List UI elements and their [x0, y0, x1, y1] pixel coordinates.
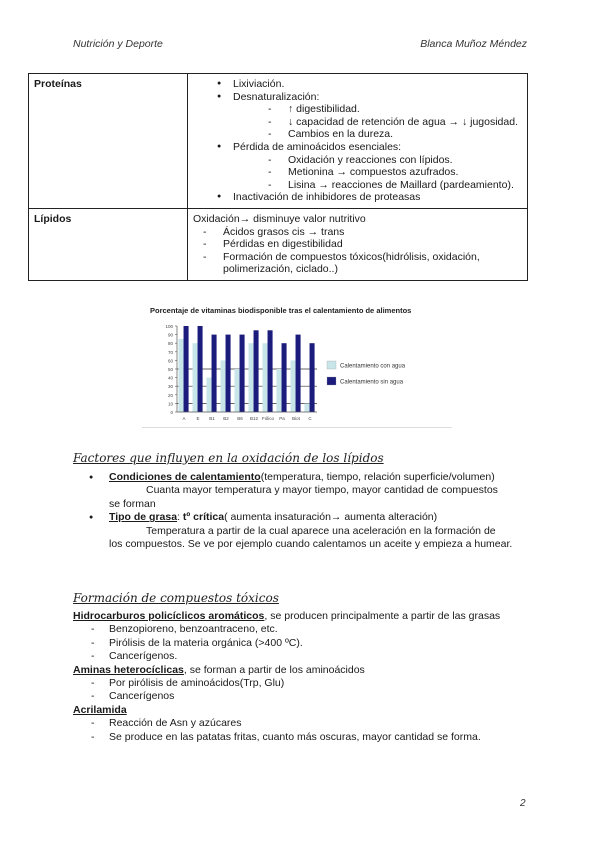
bar [207, 378, 212, 412]
list-item: ● Pérdida de aminoácidos esenciales: - Oxidación y reacciones con lípidos. - Metionina → compuestos azufrados. - Lisina → reacciones de Maillard (pardeamiento). [233, 141, 522, 191]
svg-text:40: 40 [167, 375, 173, 381]
svg-text:60: 60 [167, 358, 173, 364]
svg-text:E: E [196, 416, 200, 421]
svg-text:Pa: Pa [279, 416, 285, 421]
bar [240, 335, 245, 412]
bar [268, 330, 273, 412]
svg-text:Fólico: Fólico [261, 416, 275, 421]
section-title-toxicos: Formación de compuestos tóxicos [73, 591, 279, 605]
svg-text:A: A [182, 416, 186, 421]
detail-text: Temperatura a partir de la cual aparece una aceleración en la formación de [146, 524, 496, 537]
sub-item: - Formación de compuestos tóxicos(hidrólisis, oxidación, polimerización, ciclado..) [223, 251, 522, 276]
sub-item: - ↓ capacidad de retención de agua → ↓ jugosidad. [288, 116, 522, 129]
svg-text:Calentamiento sin agua: Calentamiento sin agua [340, 379, 404, 386]
bar-chart [142, 306, 452, 426]
sub-item: - Ácidos grasos cis → trans [223, 226, 522, 239]
detail-text: los compuestos. Se ve por ejemplo cuando calentamos un aceite y empieza a humear. [109, 538, 513, 551]
list-item: - Reacción de Asn y azúcares [109, 717, 553, 730]
svg-text:B6: B6 [237, 416, 243, 421]
bar [184, 326, 189, 412]
svg-text:B2: B2 [223, 416, 229, 421]
group-heading: Hidrocarburos policíclicos aromáticos, se producen principalmente a partir de las grasas [73, 610, 501, 622]
page-number: 2 [520, 798, 526, 809]
bar [296, 335, 301, 412]
svg-text:Biot: Biot [292, 416, 300, 421]
toxicos-list [73, 610, 553, 744]
bar [235, 369, 240, 412]
bar [249, 343, 254, 412]
row-intro: Oxidación→ disminuye valor nutritivo [193, 212, 366, 225]
svg-text:70: 70 [167, 349, 173, 355]
effects-table [28, 73, 528, 281]
header-author: Blanca Muñoz Méndez [420, 38, 527, 50]
bar [291, 360, 296, 412]
sub-item: - ↑ digestibilidad. [288, 103, 522, 116]
page-header [0, 38, 600, 52]
svg-text:C: C [308, 416, 312, 421]
chart-divider [142, 427, 452, 428]
bar [305, 403, 310, 412]
section-title-factores: Factores que influyen en la oxidación de los lípidos [73, 451, 384, 465]
svg-text:100: 100 [165, 324, 173, 329]
row-label: Proteínas [29, 74, 188, 209]
list-item: ● Condiciones de calentamiento(temperatura, tiempo, relación superficie/volumen) [73, 471, 533, 484]
bar [277, 369, 282, 412]
sub-item: - Lisina → reacciones de Maillard (pardeamiento). [288, 179, 522, 192]
list-item: - Benzopioreno, benzoantraceno, etc. [109, 623, 553, 636]
bar [179, 339, 184, 412]
list-item: ● Desnaturalización: - ↑ digestibilidad. - ↓ capacidad de retención de agua → ↓ jugosidad. - Cambios en la dureza. [233, 91, 522, 141]
svg-text:20: 20 [167, 392, 173, 398]
svg-text:Calentamiento con agua: Calentamiento con agua [340, 363, 406, 370]
list-item: - Cancerígenos [109, 690, 553, 703]
list-item: - Se produce en las patatas fritas, cuanto más oscuras, mayor cantidad se forma. [109, 731, 553, 744]
bar [193, 343, 198, 412]
bar [226, 335, 231, 412]
detail-text: Cuanta mayor temperatura y mayor tiempo, mayor cantidad de compuestos [146, 484, 498, 497]
svg-text:30: 30 [167, 384, 173, 390]
list-item: - Por pirólisis de aminoácidos(Trp, Glu) [109, 677, 553, 690]
table-row-lipidos [29, 208, 528, 280]
row-content [188, 208, 528, 280]
bar [310, 343, 315, 412]
list-item: - Cancerígenos. [109, 650, 553, 663]
factores-list [73, 471, 533, 551]
list-item: ● Lixiviación. [233, 78, 522, 91]
row-label: Lípidos [29, 208, 188, 280]
bar [221, 360, 226, 412]
svg-text:0: 0 [170, 410, 173, 415]
detail-text: se forman [109, 497, 156, 510]
svg-text:50: 50 [167, 367, 173, 372]
sub-item: - Pérdidas en digestibilidad [223, 238, 522, 251]
table-row-proteinas [29, 74, 528, 209]
chart-title: Porcentaje de vitaminas biodisponible tras el calentamiento de alimentos [150, 306, 412, 315]
group-heading: Aminas heterocíclicas, se forman a partir de los aminoácidos [73, 663, 365, 676]
svg-text:80: 80 [167, 341, 173, 347]
sub-item: - Cambios en la dureza. [288, 128, 522, 141]
sub-item: - Oxidación y reacciones con lípidos. [288, 154, 522, 167]
row-content [188, 74, 528, 209]
bar [263, 343, 268, 412]
svg-text:90: 90 [167, 332, 173, 338]
bar [212, 335, 217, 412]
group-heading: Acrilamida [73, 703, 127, 716]
header-course: Nutrición y Deporte [73, 38, 163, 50]
list-item: - Pirólisis de la materia orgánica (>400 ºC). [109, 637, 553, 650]
bar [254, 330, 259, 412]
sub-item: - Metionina → compuestos azufrados. [288, 166, 522, 179]
list-item: ● Inactivación de inhibidores de proteasas [233, 191, 522, 204]
vitamin-chart [142, 306, 452, 430]
list-item: ● Tipo de grasa: tº crítica( aumenta insaturación→ aumenta alteración) [73, 511, 533, 524]
svg-text:B1: B1 [209, 416, 215, 421]
bar [282, 343, 287, 412]
svg-text:B12: B12 [249, 416, 259, 421]
svg-text:10: 10 [167, 401, 173, 407]
bar [198, 326, 203, 412]
